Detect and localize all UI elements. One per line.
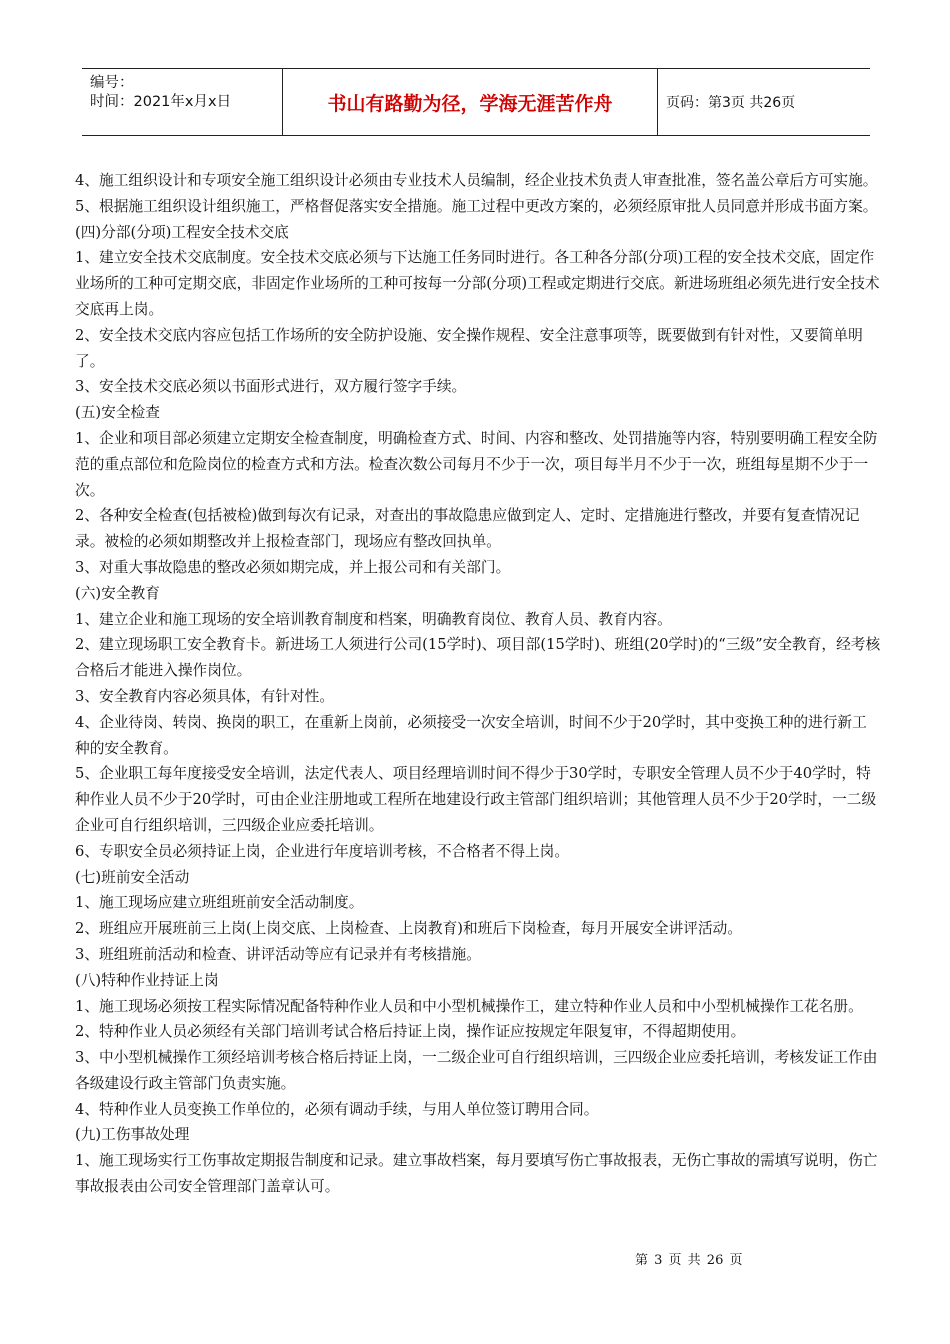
body-paragraph: 3、安全技术交底必须以书面形式进行，双方履行签字手续。 [75,378,467,396]
body-paragraph: 4、企业待岗、转岗、换岗的职工，在重新上岗前，必须接受一次安全培训，时间不少于20学时，其中变换工种的进行新工种的安全教育。 [75,713,867,757]
body-paragraph: 2、安全技术交底内容应包括工作场所的安全防护设施、安全操作规程、安全注意事项等，既要做到有针对性，又要简单明了。 [75,326,863,370]
body-paragraph: 1、建立企业和施工现场的安全培训教育制度和档案，明确教育岗位、教育人员、教育内容。 [75,610,672,628]
footer-page-number: 第 3 页 共 26 页 [635,1253,743,1268]
section-heading: (四)分部(分项)工程安全技术交底 [75,223,289,241]
body-paragraph: 1、建立安全技术交底制度。安全技术交底必须与下达施工任务同时进行。各工种各分部(分项)工程的安全技术交底，固定作业场所的工种可定期交底，非固定作业场所的工种可按每一分部(分项)工程或定期进行交底。新进场班组必须先进行安全技术交底再上岗。 [75,249,880,318]
body-paragraph: 3、中小型机械操作工须经培训考核合格后持证上岗，一二级企业可自行组织培训，三四级企业应委托培训，考核发证工作由各级建设行政主管部门负责实施。 [75,1049,878,1092]
page-footer [0,1249,950,1269]
body-paragraph: 2、各种安全检查(包括被检)做到每次有记录，对查出的事故隐患应做到定人、定时、定措施进行整改，并要有复查情况记录。被检的必须如期整改并上报检查部门，现场应有整改回执单。 [75,507,860,551]
body-paragraph: 2、特种作业人员必须经有关部门培训考试合格后持证上岗，操作证应按规定年限复审，不得超期使用。 [75,1023,746,1041]
body-paragraph: 3、班组班前活动和检查、讲评活动等应有记录并有考核措施。 [75,945,481,963]
body-paragraph: 4、施工组织设计和专项安全施工组织设计必须由专业技术人员编制，经企业技术负责人审查批准，签名盖公章后方可实施。 [75,172,878,189]
body-paragraph: 1、施工现场必须按工程实际情况配备特种作业人员和中小型机械操作工，建立特种作业人员和中小型机械操作工花名册。 [75,997,863,1015]
body-paragraph: 5、企业职工每年度接受安全培训，法定代表人、项目经理培训时间不得少于30学时，专职安全管理人员不少于40学时，特种作业人员不少于20学时，可由企业注册地或工程所在地建设行政主管部门组织培训；其他管理人员不少于20学时，一二级企业可自行组织培训，三四级企业应委托培训。 [75,765,877,834]
body-paragraph: 2、班组应开展班前三上岗(上岗交底、上岗检查、上岗教育)和班后下岗检查，每月开展安全讲评活动。 [75,920,743,938]
body-paragraph: 1、施工现场实行工伤事故定期报告制度和记录。建立事故档案，每月要填写伤亡事故报表，无伤亡事故的需填写说明，伤亡事故报表由公司安全管理部门盖章认可。 [75,1152,878,1196]
section-heading: (八)特种作业持证上岗 [75,971,219,989]
section-heading: (九)工伤事故处理 [75,1126,190,1144]
document-number-label: 编号： [90,75,134,91]
body-paragraph: 5、根据施工组织设计组织施工，严格督促落实安全措施。施工过程中更改方案的，必须经原审批人员同意并形成书面方案。 [75,197,878,215]
body-paragraph: 3、安全教育内容必须具体，有针对性。 [75,687,335,705]
body-paragraph: 3、对重大事故隐患的整改必须如期完成，并上报公司和有关部门。 [75,558,511,576]
header-meta [82,69,282,135]
section-heading: (六)安全教育 [75,584,160,602]
body-paragraph: 1、施工现场应建立班组班前安全活动制度。 [75,894,364,912]
page-header [82,68,870,136]
body-paragraph: 1、企业和项目部必须建立定期安全检查制度，明确检查方式、时间、内容和整改、处罚措施等内容，特别要明确工程安全防范的重点部位和危险岗位的检查方式和方法。检查次数公司每月不少于一次，项目每半月不少于一次，班组每星期不少于一次。 [75,429,878,499]
body-paragraph: 4、特种作业人员变换工作单位的，必须有调动手续，与用人单位签订聘用合同。 [75,1100,599,1118]
header-page-number: 页码：第3页 共26页 [666,95,796,111]
section-heading: (七)班前安全活动 [75,868,190,886]
document-body [75,168,881,1200]
header-motto: 书山有路勤为径，学海无涯苦作舟 [282,69,658,135]
document-date-label: 时间：2021年x月x日 [90,94,232,110]
section-heading: (五)安全检查 [75,404,160,422]
body-paragraph: 2、建立现场职工安全教育卡。新进场工人须进行公司(15学时)、项目部(15学时)、班组(20学时)的“三级”安全教育，经考核合格后才能进入操作岗位。 [75,636,881,680]
body-paragraph: 6、专职安全员必须持证上岗，企业进行年度培训考核，不合格者不得上岗。 [75,842,570,860]
